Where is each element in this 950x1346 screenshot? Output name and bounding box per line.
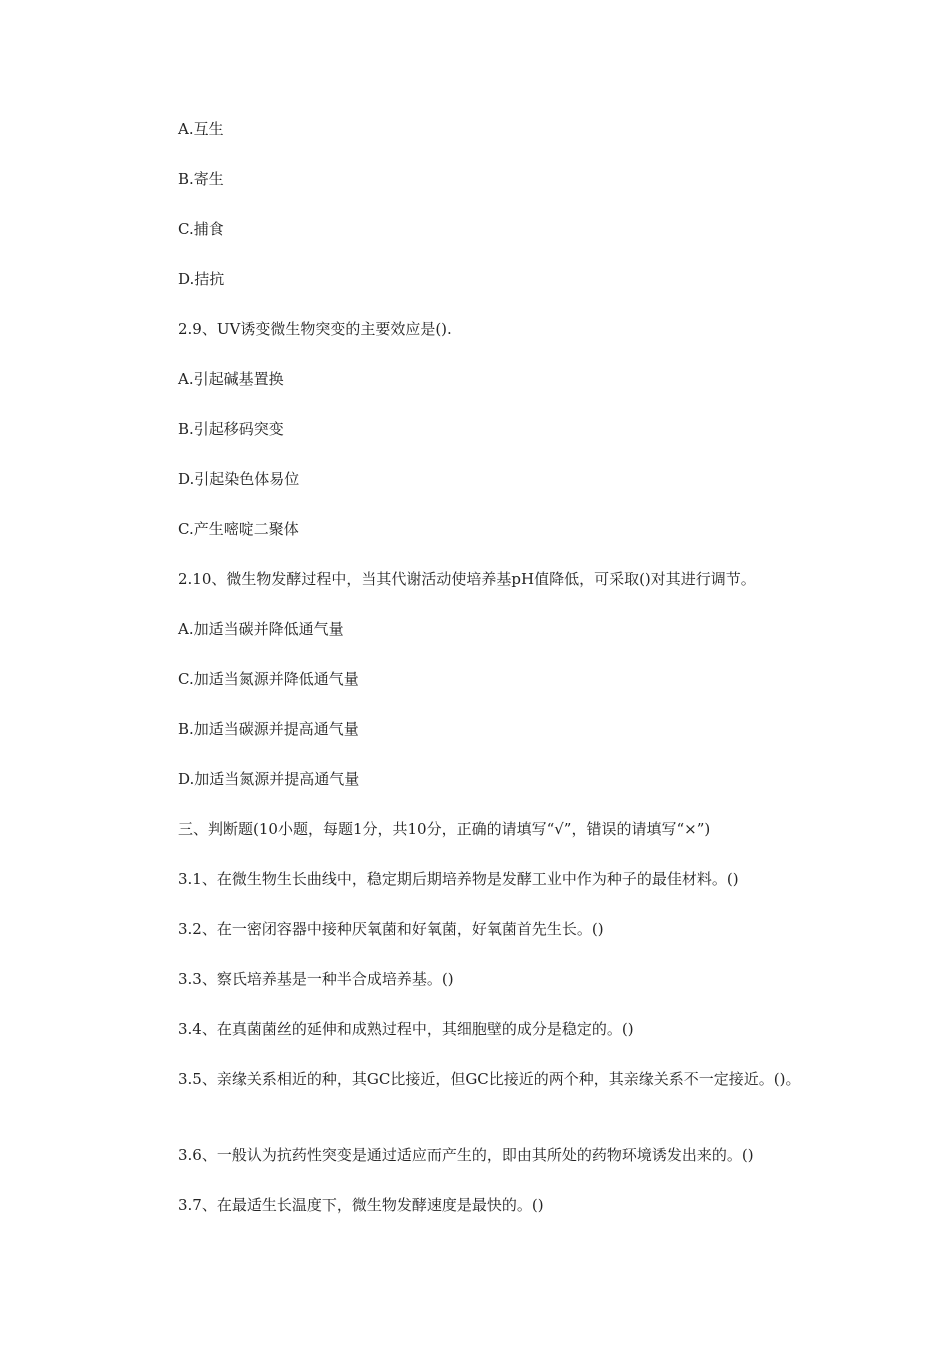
- option-2-10-c: C.加适当氮源并降低通气量: [178, 670, 359, 688]
- option-d-antagonism: D.拮抗: [178, 270, 225, 288]
- option-2-9-d: D.引起染色体易位: [178, 470, 300, 488]
- option-2-9-c: C.产生嘧啶二聚体: [178, 520, 299, 538]
- question-2-10: 2.10、微生物发酵过程中，当其代谢活动使培养基pH值降低，可采取()对其进行调节。: [178, 570, 756, 588]
- question-3-7: 3.7、在最适生长温度下，微生物发酵速度是最快的。(): [178, 1196, 544, 1214]
- option-c-predation: C.捕食: [178, 220, 224, 238]
- question-3-4: 3.4、在真菌菌丝的延伸和成熟过程中，其细胞壁的成分是稳定的。(): [178, 1020, 634, 1038]
- question-3-5: 3.5、亲缘关系相近的种，其GC比接近，但GC比接近的两个种，其亲缘关系不一定接近。()。: [178, 1070, 801, 1088]
- question-3-6: 3.6、一般认为抗药性突变是通过适应而产生的，即由其所处的药物环境诱发出来的。(): [178, 1146, 754, 1164]
- option-2-9-b: B.引起移码突变: [178, 420, 284, 438]
- question-3-3: 3.3、察氏培养基是一种半合成培养基。(): [178, 970, 454, 988]
- question-2-9: 2.9、UV诱变微生物突变的主要效应是().: [178, 320, 452, 338]
- option-b-parasitism: B.寄生: [178, 170, 224, 188]
- option-2-9-a: A.引起碱基置换: [178, 370, 284, 388]
- section-3-heading: 三、判断题(10小题，每题1分，共10分，正确的请填写“√”，错误的请填写“×”): [178, 820, 711, 838]
- option-2-10-d: D.加适当氮源并提高通气量: [178, 770, 360, 788]
- question-3-2: 3.2、在一密闭容器中接种厌氧菌和好氧菌，好氧菌首先生长。(): [178, 920, 604, 938]
- question-3-1: 3.1、在微生物生长曲线中，稳定期后期培养物是发酵工业中作为种子的最佳材料。(): [178, 870, 739, 888]
- option-a-mutualism: A.互生: [178, 120, 224, 138]
- option-2-10-a: A.加适当碳并降低通气量: [178, 620, 344, 638]
- option-2-10-b: B.加适当碳源并提高通气量: [178, 720, 359, 738]
